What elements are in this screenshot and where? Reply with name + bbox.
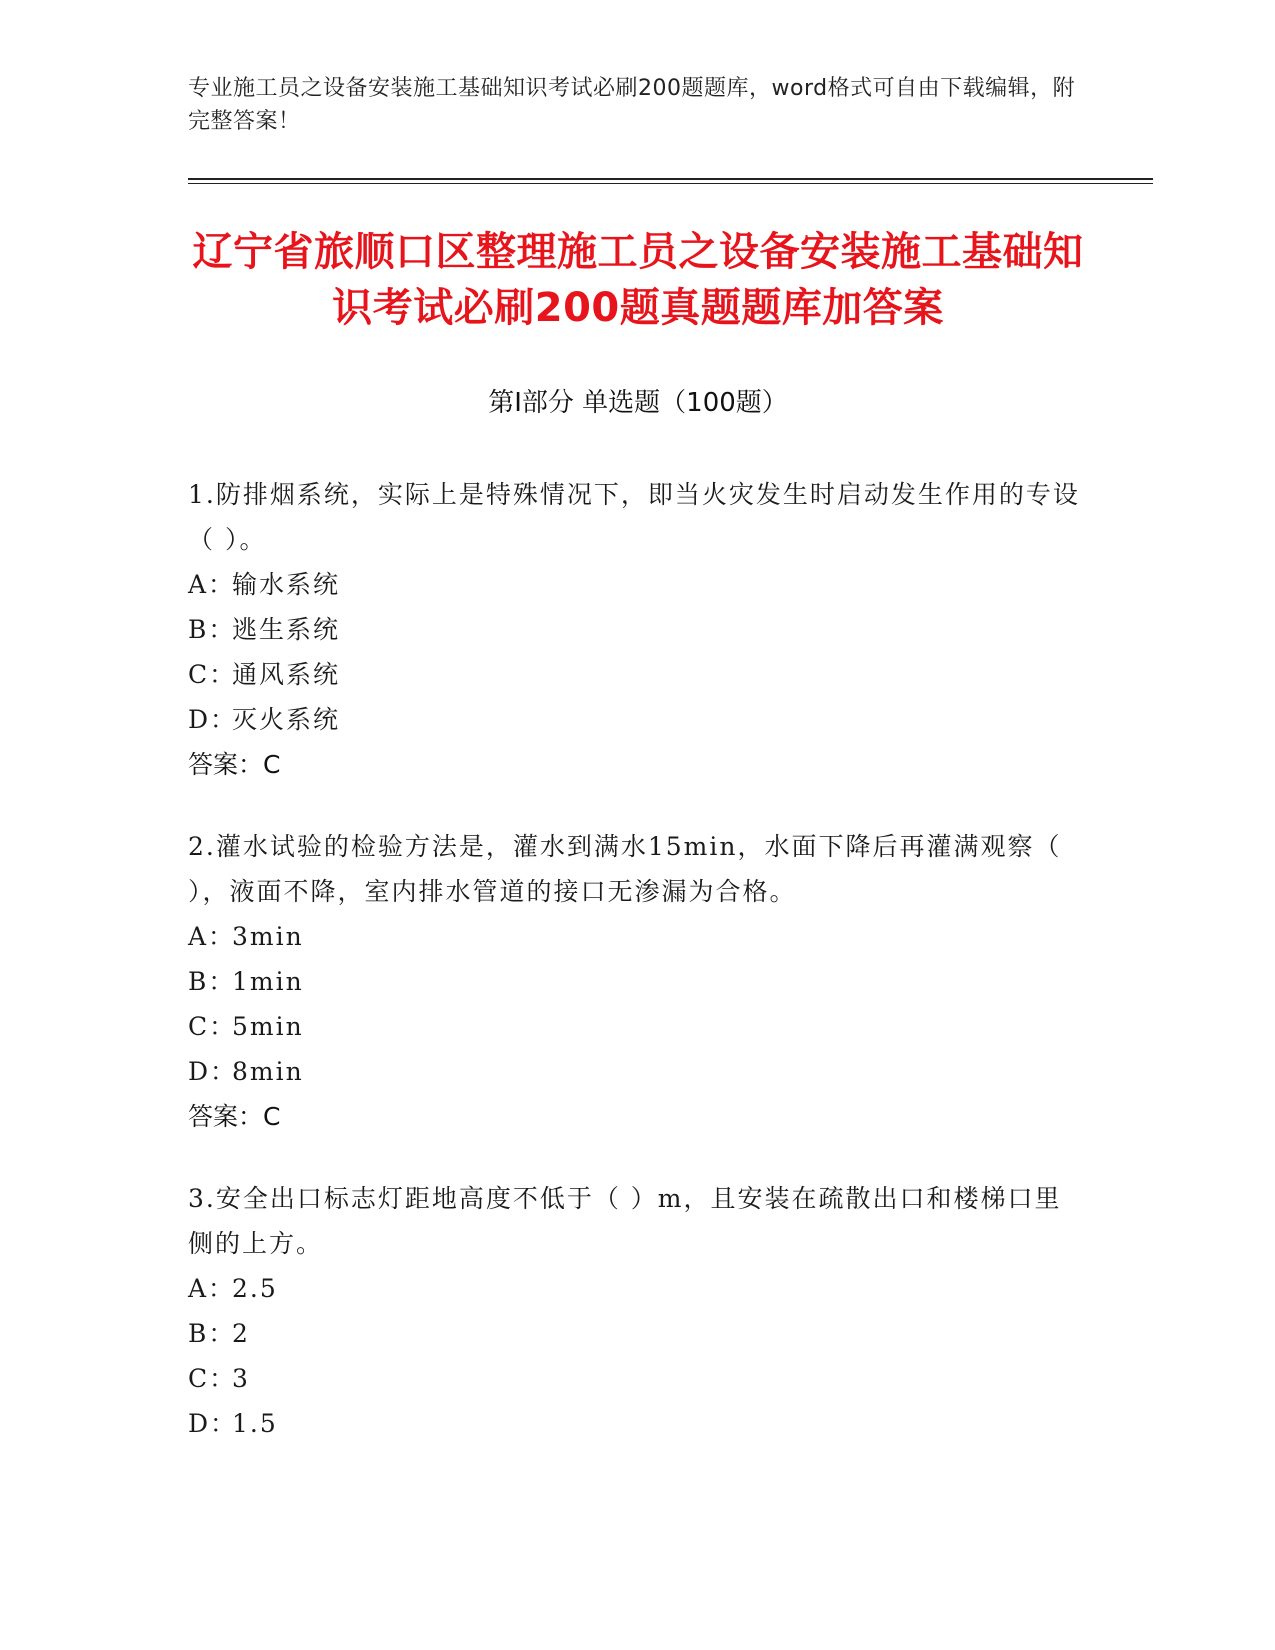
option-b bbox=[188, 607, 1088, 652]
question-list bbox=[188, 472, 1088, 1483]
option-key: C： bbox=[188, 1364, 237, 1393]
option-value: 1min bbox=[232, 967, 304, 996]
option-b bbox=[188, 959, 1088, 1004]
question-item bbox=[188, 1176, 1088, 1446]
option-value: 输水系统 bbox=[232, 570, 341, 599]
answer-line: 答案：C bbox=[188, 750, 281, 779]
section-heading: 第Ⅰ部分 单选题（100题） bbox=[488, 388, 788, 418]
option-c bbox=[188, 1356, 1088, 1401]
option-b bbox=[188, 1311, 1088, 1356]
option-key: C： bbox=[188, 1012, 237, 1041]
option-a bbox=[188, 914, 1088, 959]
option-d bbox=[188, 697, 1088, 742]
option-value: 灭火系统 bbox=[232, 705, 341, 734]
option-a bbox=[188, 562, 1088, 607]
option-key: A： bbox=[188, 922, 236, 951]
option-value: 1.5 bbox=[232, 1409, 278, 1438]
question-item bbox=[188, 824, 1088, 1139]
option-c bbox=[188, 1004, 1088, 1049]
option-value: 5min bbox=[232, 1012, 304, 1041]
header-note: 专业施工员之设备安装施工基础知识考试必刷200题题库，word格式可自由下载编辑，附完整答案！ bbox=[188, 76, 1076, 134]
option-key: A： bbox=[188, 570, 236, 599]
option-key: B： bbox=[188, 1319, 236, 1348]
option-key: C： bbox=[188, 660, 237, 689]
option-value: 8min bbox=[232, 1057, 304, 1086]
option-key: B： bbox=[188, 615, 236, 644]
option-key: D： bbox=[188, 1409, 238, 1438]
question-text: 3.安全出口标志灯距地高度不低于（ ）m，且安装在疏散出口和楼梯口里侧的上方。 bbox=[188, 1184, 1062, 1258]
document-title: 辽宁省旅顺口区整理施工员之设备安装施工基础知识考试必刷200题真题题库加答案 bbox=[192, 229, 1084, 331]
question-text: 1.防排烟系统，实际上是特殊情况下，即当火灾发生时启动发生作用的专设（ ）。 bbox=[188, 480, 1080, 554]
option-value: 逃生系统 bbox=[232, 615, 341, 644]
header-divider-thin bbox=[188, 183, 1153, 184]
header-divider-thick bbox=[188, 178, 1153, 180]
option-a bbox=[188, 1266, 1088, 1311]
question-item bbox=[188, 472, 1088, 787]
option-key: A： bbox=[188, 1274, 236, 1303]
question-text: 2.灌水试验的检验方法是，灌水到满水15min，水面下降后再灌满观察（ ），液面不降，室内排水管道的接口无渗漏为合格。 bbox=[188, 832, 1062, 906]
option-value: 3min bbox=[232, 922, 304, 951]
option-value: 通风系统 bbox=[232, 660, 341, 689]
option-d bbox=[188, 1401, 1088, 1446]
answer-line: 答案：C bbox=[188, 1102, 281, 1131]
option-value: 3 bbox=[232, 1364, 250, 1393]
option-value: 2 bbox=[232, 1319, 250, 1348]
option-value: 2.5 bbox=[232, 1274, 278, 1303]
option-d bbox=[188, 1049, 1088, 1094]
option-key: B： bbox=[188, 967, 236, 996]
option-c bbox=[188, 652, 1088, 697]
option-key: D： bbox=[188, 705, 238, 734]
option-key: D： bbox=[188, 1057, 238, 1086]
